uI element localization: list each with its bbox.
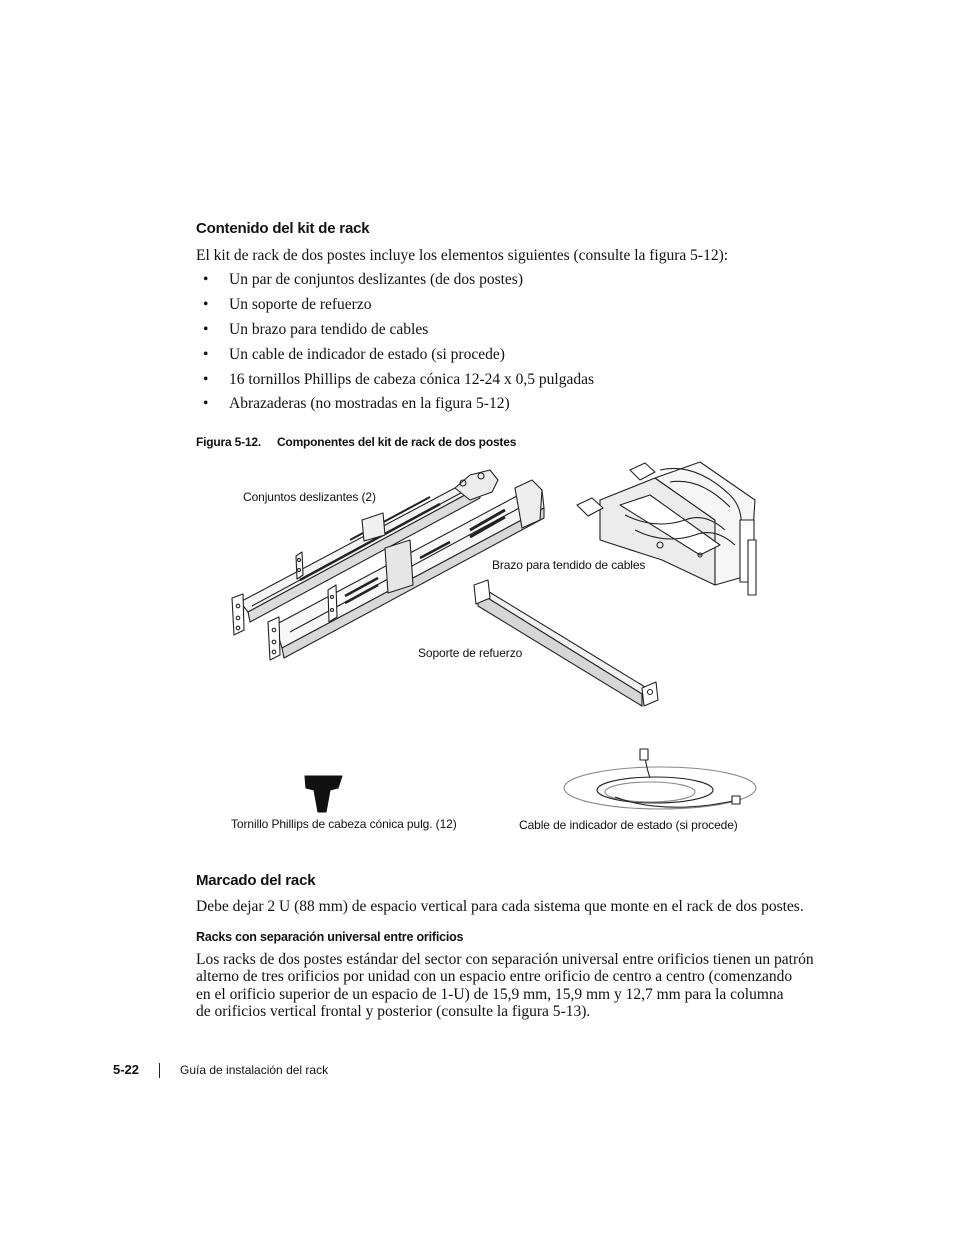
list-item-text: Un soporte de refuerzo xyxy=(229,295,372,313)
support-brace-label: Soporte de refuerzo xyxy=(418,646,523,660)
bullet-icon: • xyxy=(203,395,209,413)
bullet-icon: • xyxy=(203,320,209,338)
figure-title: Componentes del kit de rack de dos postes xyxy=(276,435,517,449)
slide-assemblies-label: Conjuntos deslizantes (2) xyxy=(243,490,376,504)
bullet-icon: • xyxy=(203,345,209,363)
screw-drawing xyxy=(305,776,342,812)
list-item-text: Abrazaderas (no mostradas en la figura 5-12) xyxy=(229,395,510,413)
universal-hole-paragraph xyxy=(196,951,836,1021)
paragraph-line: en el orificio superior de un espacio de 1-U) de 15,9 mm, 15,9 mm y 12,7 mm para la columna xyxy=(196,985,784,1003)
bullet-icon: • xyxy=(203,370,209,388)
list-item-text: 16 tornillos Phillips de cabeza cónica 12-24 x 0,5 pulgadas xyxy=(229,370,595,388)
support-brace-drawing xyxy=(474,580,658,706)
screw-label: Tornillo Phillips de cabeza cónica pulg. (12) xyxy=(231,817,457,831)
list-item-text: Un brazo para tendido de cables xyxy=(229,320,429,338)
paragraph-line: Los racks de dos postes estándar del sector con separación universal entre orificios tienen un patrón xyxy=(196,951,814,968)
rack-marking-paragraph: Debe dejar 2 U (88 mm) de espacio vertical para cada sistema que monte en el rack de dos postes. xyxy=(196,898,804,915)
page-number: 5-22 xyxy=(113,1062,140,1077)
cable-management-arm-drawing xyxy=(577,462,756,595)
bullet-icon: • xyxy=(203,295,209,313)
intro-paragraph: El kit de rack de dos postes incluye los elementos siguientes (consulte la figura 5-12): xyxy=(196,247,729,264)
list-item-text: Un cable de indicador de estado (si procede) xyxy=(229,345,505,363)
paragraph-line: alterno de tres orificios por unidad con un espacio entre orificio de centro a centro (comenzando xyxy=(196,968,793,986)
list-item-text: Un par de conjuntos deslizantes (de dos postes) xyxy=(229,271,524,288)
paragraph-line: de orificios vertical frontal y posterior (consulte la figura 5-13). xyxy=(196,1003,591,1021)
footer-title: Guía de instalación del rack xyxy=(180,1063,329,1077)
section-heading-rack-marking: Marcado del rack xyxy=(196,872,316,889)
figure-number: Figura 5-12. xyxy=(196,435,261,449)
footer-divider xyxy=(159,1063,160,1078)
status-cable-label: Cable de indicador de estado (si procede) xyxy=(519,818,738,832)
section-heading-rack-kit-contents: Contenido del kit de rack xyxy=(196,220,370,237)
status-cable-drawing xyxy=(564,749,756,809)
subheading-universal-hole: Racks con separación universal entre orificios xyxy=(196,930,464,944)
cable-arm-label: Brazo para tendido de cables xyxy=(492,558,646,572)
bullet-icon: • xyxy=(203,271,209,288)
